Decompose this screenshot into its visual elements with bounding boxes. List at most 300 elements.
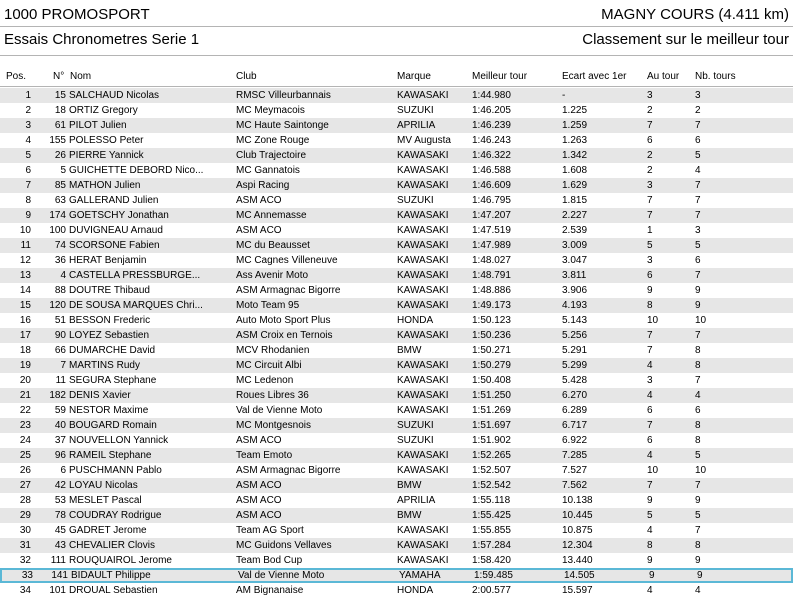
cell-nb: 3 [695, 90, 701, 101]
cell-best: 1:47.207 [472, 210, 511, 221]
cell-best: 1:48.027 [472, 255, 511, 266]
table-row[interactable] [0, 118, 793, 133]
cell-best: 1:57.284 [472, 540, 511, 551]
cell-club: ASM ACO [236, 480, 282, 491]
table-row[interactable] [0, 523, 793, 538]
cell-club: Aspi Racing [236, 180, 290, 191]
cell-nom: BOUGARD Romain [69, 420, 157, 431]
cell-pos: 8 [25, 195, 31, 206]
cell-nb: 5 [695, 240, 701, 251]
cell-best: 1:44.980 [472, 90, 511, 101]
cell-tour: 7 [647, 345, 653, 356]
cell-nom: COUDRAY Rodrigue [69, 510, 162, 521]
cell-ecart: 7.562 [562, 480, 588, 491]
cell-club: ASM Armagnac Bigorre [236, 465, 341, 476]
cell-nb: 2 [695, 105, 701, 116]
table-row[interactable] [0, 208, 793, 223]
cell-pos: 21 [19, 390, 31, 401]
cell-pos: 27 [19, 480, 31, 491]
cell-pos: 11 [20, 240, 31, 251]
cell-club: MC Annemasse [236, 210, 307, 221]
cell-pos: 10 [19, 225, 31, 236]
cell-club: Team Bod Cup [236, 555, 303, 566]
cell-best: 1:46.243 [472, 135, 511, 146]
cell-pos: 9 [25, 210, 31, 221]
cell-tour: 4 [647, 390, 653, 401]
cell-club: RMSC Villeurbannais [236, 90, 331, 101]
cell-nom: PIERRE Yannick [69, 150, 144, 161]
cell-tour: 6 [647, 405, 653, 416]
table-row[interactable] [0, 373, 793, 388]
cell-nom: PUSCHMANN Pablo [69, 465, 162, 476]
cell-nom: DOUTRE Thibaud [69, 285, 150, 296]
cell-pos: 24 [19, 435, 31, 446]
cell-club: ASM ACO [236, 495, 282, 506]
cell-marque: KAWASAKI [397, 165, 449, 176]
cell-club: Club Trajectoire [236, 150, 307, 161]
cell-marque: KAWASAKI [397, 90, 449, 101]
cell-nb: 5 [695, 150, 701, 161]
table-row[interactable] [0, 103, 793, 118]
cell-pos: 2 [25, 105, 31, 116]
cell-nom: SALCHAUD Nicolas [69, 90, 160, 101]
cell-best: 1:55.855 [472, 525, 511, 536]
cell-num: 45 [54, 525, 66, 536]
cell-num: 111 [50, 555, 66, 566]
cell-pos: 28 [19, 495, 31, 506]
table-row[interactable] [0, 508, 793, 523]
cell-num: 174 [49, 210, 66, 221]
cell-best: 1:50.236 [472, 330, 511, 341]
col-tour-header: Au tour [647, 71, 680, 82]
cell-club: ASM ACO [236, 435, 282, 446]
cell-tour: 3 [647, 375, 653, 386]
cell-marque: KAWASAKI [397, 210, 449, 221]
cell-pos: 23 [19, 420, 31, 431]
cell-pos: 1 [25, 90, 31, 101]
cell-pos: 17 [19, 330, 31, 341]
table-row[interactable] [0, 493, 793, 508]
cell-marque: KAWASAKI [397, 300, 449, 311]
cell-ecart: 6.289 [562, 405, 588, 416]
cell-club: MC Ledenon [236, 375, 294, 386]
cell-nom: LOYAU Nicolas [69, 480, 138, 491]
cell-best: 2:00.577 [472, 585, 511, 596]
cell-tour: 2 [647, 165, 653, 176]
cell-nb: 7 [695, 180, 701, 191]
cell-best: 1:52.507 [472, 465, 511, 476]
cell-best: 1:58.420 [472, 555, 511, 566]
cell-club: MC Zone Rouge [236, 135, 310, 146]
table-row[interactable] [0, 328, 793, 343]
cell-club: ASM Armagnac Bigorre [236, 285, 341, 296]
cell-marque: BMW [397, 510, 422, 521]
cell-pos: 7 [25, 180, 31, 191]
col-club-header: Club [236, 71, 257, 82]
cell-marque: HONDA [397, 585, 434, 596]
cell-nb: 10 [695, 465, 707, 476]
cell-marque: KAWASAKI [397, 285, 449, 296]
cell-num: 61 [54, 120, 66, 131]
cell-nom: CHEVALIER Clovis [69, 540, 155, 551]
cell-club: Team Emoto [236, 450, 293, 461]
cell-marque: KAWASAKI [397, 150, 449, 161]
cell-ecart: 15.597 [562, 585, 593, 596]
cell-nb: 9 [695, 495, 701, 506]
cell-pos: 16 [19, 315, 31, 326]
cell-nb: 5 [695, 510, 701, 521]
cell-best: 1:48.791 [472, 270, 511, 281]
ranking-title: Classement sur le meilleur tour [582, 31, 789, 48]
cell-tour: 3 [647, 180, 653, 191]
cell-tour: 7 [647, 195, 653, 206]
cell-num: 155 [49, 135, 66, 146]
table-row[interactable] [0, 283, 793, 298]
cell-nb: 8 [695, 360, 701, 371]
cell-ecart: 7.527 [562, 465, 588, 476]
cell-club: AM Bignanaise [236, 585, 304, 596]
col-num-header: N° [53, 71, 65, 82]
cell-club: Val de Vienne Moto [236, 405, 323, 416]
cell-pos: 3 [25, 120, 31, 131]
cell-pos: 34 [19, 585, 31, 596]
cell-pos: 14 [19, 285, 31, 296]
cell-nb: 3 [695, 225, 701, 236]
cell-ecart: - [562, 90, 566, 101]
cell-ecart: 10.875 [562, 525, 593, 536]
table-row[interactable] [0, 418, 793, 433]
cell-tour: 10 [647, 315, 659, 326]
cell-pos: 22 [19, 405, 31, 416]
cell-num: 182 [49, 390, 66, 401]
table-row[interactable] [0, 538, 793, 553]
cell-club: MC Guidons Vellaves [236, 540, 332, 551]
session-title: Essais Chronometres Serie 1 [4, 31, 200, 48]
table-row[interactable] [0, 553, 793, 568]
cell-marque: MV Augusta [397, 135, 451, 146]
cell-nom: LOYEZ Sebastien [69, 330, 150, 341]
cell-tour: 10 [647, 465, 659, 476]
table-row[interactable] [0, 463, 793, 478]
table-row[interactable] [0, 88, 793, 103]
cell-num: 15 [54, 90, 66, 101]
cell-nb: 9 [695, 555, 701, 566]
cell-club: MC Cagnes Villeneuve [236, 255, 338, 266]
cell-tour: 8 [647, 540, 653, 551]
cell-nb: 9 [697, 570, 703, 581]
cell-nom: DENIS Xavier [69, 390, 131, 401]
cell-marque: HONDA [397, 315, 434, 326]
cell-nom: SCORSONE Fabien [69, 240, 160, 251]
table-row[interactable] [0, 238, 793, 253]
cell-tour: 2 [647, 105, 653, 116]
col-nb-header: Nb. tours [695, 71, 736, 82]
cell-best: 1:50.408 [472, 375, 511, 386]
cell-best: 1:46.795 [472, 195, 511, 206]
cell-marque: SUZUKI [397, 435, 434, 446]
cell-marque: KAWASAKI [397, 405, 449, 416]
cell-marque: KAWASAKI [397, 540, 449, 551]
cell-club: MCV Rhodanien [236, 345, 310, 356]
cell-nb: 6 [695, 255, 701, 266]
cell-best: 1:48.886 [472, 285, 511, 296]
cell-nb: 8 [695, 345, 701, 356]
cell-club: Roues Libres 36 [236, 390, 309, 401]
cell-pos: 30 [19, 525, 31, 536]
cell-ecart: 14.505 [564, 570, 595, 581]
cell-pos: 33 [21, 570, 33, 581]
table-row[interactable] [0, 133, 793, 148]
cell-tour: 7 [647, 420, 653, 431]
cell-num: 90 [54, 330, 66, 341]
cell-tour: 6 [647, 435, 653, 446]
cell-marque: YAMAHA [399, 570, 441, 581]
cell-nb: 6 [695, 135, 701, 146]
cell-best: 1:52.265 [472, 450, 511, 461]
cell-marque: BMW [397, 480, 422, 491]
cell-tour: 6 [647, 270, 653, 281]
cell-nom: BESSON Frederic [69, 315, 151, 326]
cell-nom: GUICHETTE DEBORD Nico... [69, 165, 204, 176]
table-row[interactable] [0, 403, 793, 418]
cell-tour: 7 [647, 120, 653, 131]
cell-tour: 3 [647, 255, 653, 266]
cell-club: MC Haute Saintonge [236, 120, 329, 131]
cell-pos: 19 [19, 360, 31, 371]
cell-pos: 20 [19, 375, 31, 386]
cell-nom: POLESSO Peter [69, 135, 144, 146]
cell-marque: SUZUKI [397, 195, 434, 206]
cell-nom: DUVIGNEAU Arnaud [69, 225, 163, 236]
table-row[interactable] [0, 433, 793, 448]
cell-marque: KAWASAKI [397, 375, 449, 386]
cell-pos: 26 [19, 465, 31, 476]
cell-nb: 8 [695, 540, 701, 551]
header-divider [0, 26, 793, 27]
table-row[interactable] [0, 178, 793, 193]
cell-nb: 9 [695, 300, 701, 311]
table-row[interactable] [0, 193, 793, 208]
cell-ecart: 10.445 [562, 510, 593, 521]
cell-num: 4 [60, 270, 66, 281]
cell-marque: KAWASAKI [397, 255, 449, 266]
cell-ecart: 3.047 [562, 255, 588, 266]
cell-marque: KAWASAKI [397, 180, 449, 191]
cell-pos: 12 [19, 255, 31, 266]
cell-ecart: 6.922 [562, 435, 588, 446]
cell-tour: 3 [647, 90, 653, 101]
cell-ecart: 1.608 [562, 165, 588, 176]
cell-ecart: 3.906 [562, 285, 588, 296]
col-pos-header: Pos. [6, 71, 27, 82]
cell-best: 1:46.322 [472, 150, 511, 161]
col-best-header: Meilleur tour [472, 71, 528, 82]
cell-marque: KAWASAKI [397, 525, 449, 536]
cell-nb: 4 [695, 165, 701, 176]
cell-nom: NESTOR Maxime [69, 405, 149, 416]
cell-ecart: 1.815 [562, 195, 588, 206]
table-row[interactable] [0, 313, 793, 328]
cell-ecart: 13.440 [562, 555, 593, 566]
cell-pos: 25 [19, 450, 31, 461]
cell-pos: 5 [25, 150, 31, 161]
cell-num: 96 [54, 450, 66, 461]
cell-nom: ORTIZ Gregory [69, 105, 138, 116]
table-row[interactable] [0, 148, 793, 163]
cell-best: 1:55.118 [472, 495, 511, 506]
table-row[interactable] [0, 568, 793, 583]
cell-ecart: 1.259 [562, 120, 588, 131]
cell-num: 7 [60, 360, 66, 371]
cell-marque: KAWASAKI [397, 330, 449, 341]
cell-ecart: 5.143 [562, 315, 588, 326]
cell-best: 1:50.279 [472, 360, 511, 371]
cell-nb: 7 [695, 525, 701, 536]
cell-tour: 7 [647, 210, 653, 221]
cell-num: 53 [54, 495, 66, 506]
cell-nb: 5 [695, 450, 701, 461]
table-row[interactable] [0, 298, 793, 313]
cell-best: 1:51.697 [472, 420, 511, 431]
cell-best: 1:55.425 [472, 510, 511, 521]
cell-nom: GALLERAND Julien [69, 195, 159, 206]
cell-tour: 9 [647, 555, 653, 566]
cell-nb: 9 [695, 285, 701, 296]
cell-marque: APRILIA [397, 495, 436, 506]
cell-marque: KAWASAKI [397, 360, 449, 371]
cell-num: 26 [54, 150, 66, 161]
cell-pos: 6 [25, 165, 31, 176]
cell-nb: 10 [695, 315, 707, 326]
cell-best: 1:46.609 [472, 180, 511, 191]
cell-ecart: 5.291 [562, 345, 588, 356]
cell-ecart: 5.299 [562, 360, 588, 371]
cell-num: 85 [54, 180, 66, 191]
cell-marque: KAWASAKI [397, 270, 449, 281]
cell-num: 59 [54, 405, 66, 416]
table-row[interactable] [0, 388, 793, 403]
cell-num: 101 [49, 585, 66, 596]
cell-best: 1:50.271 [472, 345, 511, 356]
cell-tour: 4 [647, 525, 653, 536]
cell-tour: 7 [647, 330, 653, 341]
cell-pos: 15 [19, 300, 31, 311]
cell-club: ASM ACO [236, 195, 282, 206]
cell-num: 40 [54, 420, 66, 431]
cell-ecart: 3.811 [562, 270, 587, 281]
table-row[interactable] [0, 253, 793, 268]
cell-marque: KAWASAKI [397, 240, 449, 251]
table-row[interactable] [0, 268, 793, 283]
cell-club: Ass Avenir Moto [236, 270, 309, 281]
cell-num: 11 [55, 375, 66, 386]
col-nom-header: Nom [70, 71, 92, 82]
col-marque-header: Marque [397, 71, 431, 82]
cell-nom: BIDAULT Philippe [71, 570, 151, 581]
cell-best: 1:51.269 [472, 405, 511, 416]
cell-nom: SEGURA Stephane [69, 375, 157, 386]
cell-ecart: 6.717 [562, 420, 588, 431]
cell-best: 1:59.485 [474, 570, 513, 581]
cell-best: 1:47.989 [472, 240, 511, 251]
cell-tour: 9 [647, 285, 653, 296]
header-divider [0, 55, 793, 56]
cell-pos: 32 [19, 555, 31, 566]
cell-num: 66 [54, 345, 66, 356]
table-row[interactable] [0, 448, 793, 463]
cell-best: 1:51.902 [472, 435, 511, 446]
cell-nom: DROUAL Sebastien [69, 585, 158, 596]
table-row[interactable] [0, 583, 793, 598]
cell-num: 141 [51, 570, 68, 581]
cell-best: 1:49.173 [472, 300, 511, 311]
cell-num: 42 [54, 480, 66, 491]
cell-pos: 18 [19, 345, 31, 356]
cell-pos: 29 [19, 510, 31, 521]
cell-num: 74 [54, 240, 66, 251]
cell-num: 36 [54, 255, 66, 266]
table-row[interactable] [0, 358, 793, 373]
cell-tour: 1 [647, 225, 653, 236]
cell-ecart: 7.285 [562, 450, 588, 461]
cell-nom: MATHON Julien [69, 180, 141, 191]
cell-ecart: 10.138 [562, 495, 593, 506]
cell-marque: KAWASAKI [397, 225, 449, 236]
cell-nb: 4 [695, 390, 701, 401]
cell-best: 1:52.542 [472, 480, 511, 491]
cell-num: 37 [54, 435, 66, 446]
cell-nb: 7 [695, 330, 701, 341]
cell-club: MC Gannatois [236, 165, 300, 176]
cell-num: 120 [49, 300, 66, 311]
cell-club: Auto Moto Sport Plus [236, 315, 331, 326]
cell-num: 5 [60, 165, 66, 176]
cell-best: 1:46.239 [472, 120, 511, 131]
cell-nom: GOETSCHY Jonathan [69, 210, 169, 221]
cell-best: 1:51.250 [472, 390, 511, 401]
col-ecart-header: Ecart avec 1er [562, 71, 627, 82]
cell-nb: 7 [695, 270, 701, 281]
cell-nb: 7 [695, 210, 701, 221]
circuit-name: MAGNY COURS (4.411 km) [601, 6, 789, 23]
cell-nom: CASTELLA PRESSBURGE... [69, 270, 201, 281]
cell-marque: KAWASAKI [397, 555, 449, 566]
table-row[interactable] [0, 343, 793, 358]
cell-marque: APRILIA [397, 120, 436, 131]
cell-club: ASM Croix en Ternois [236, 330, 333, 341]
column-headers [0, 70, 793, 84]
table-row[interactable] [0, 478, 793, 493]
cell-club: MC Montgesnois [236, 420, 312, 431]
cell-num: 18 [54, 105, 66, 116]
cell-best: 1:46.205 [472, 105, 511, 116]
cell-num: 43 [54, 540, 66, 551]
cell-ecart: 5.428 [562, 375, 588, 386]
cell-nom: RAMEIL Stephane [69, 450, 152, 461]
cell-nom: ROUQUAIROL Jerome [69, 555, 172, 566]
cell-tour: 9 [649, 570, 655, 581]
table-row[interactable] [0, 223, 793, 238]
cell-num: 63 [54, 195, 66, 206]
event-title: 1000 PROMOSPORT [4, 6, 150, 23]
cell-ecart: 1.225 [562, 105, 588, 116]
cell-ecart: 12.304 [562, 540, 593, 551]
cell-club: Val de Vienne Moto [238, 570, 325, 581]
cell-tour: 2 [647, 150, 653, 161]
cell-marque: SUZUKI [397, 420, 434, 431]
cell-nb: 7 [695, 195, 701, 206]
table-row[interactable] [0, 163, 793, 178]
